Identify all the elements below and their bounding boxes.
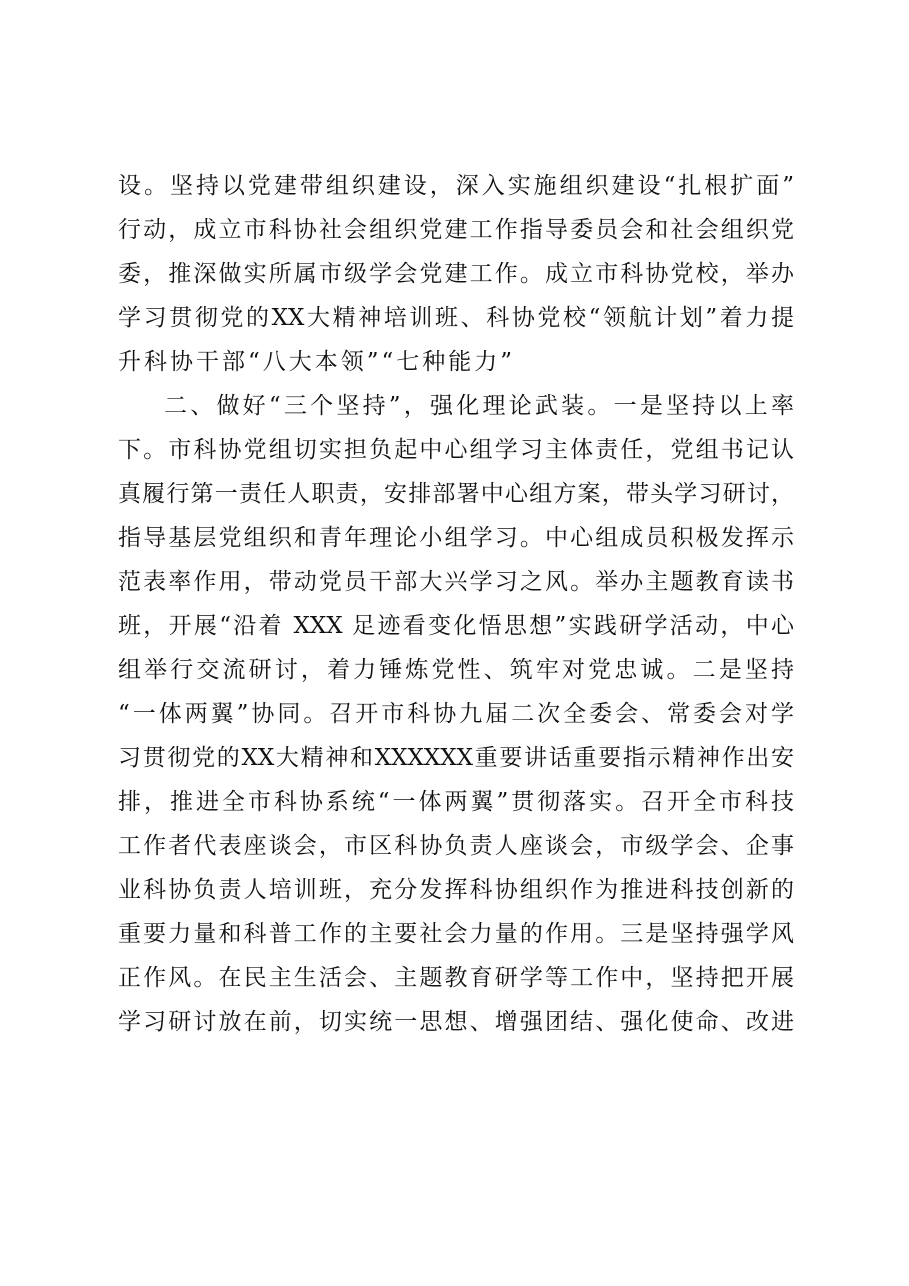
text-line: 业科协负责人培训班，充分发挥科协组织作为推进科技创新的: [118, 877, 794, 903]
text-line: 设。坚持以党建带组织建设，深入实施组织建设“扎根扩面”: [118, 173, 794, 199]
text-line: 行动，成立市科协社会组织党建工作指导委员会和社会组织党: [118, 217, 794, 243]
text-line: 组举行交流研讨，着力锤炼党性、筑牢对党忠诚。二是坚持: [118, 657, 794, 683]
text-line: 班，开展“沿着 XXX 足迹看变化悟思想”实践研学活动，中心: [118, 613, 794, 639]
text-line: 学习贯彻党的XX大精神培训班、科协党校“领航计划”着力提: [118, 305, 794, 331]
text-line: 指导基层党组织和青年理论小组学习。中心组成员积极发挥示: [118, 525, 794, 551]
text-line: 排，推进全市科协系统“一体两翼”贯彻落实。召开全市科技: [118, 789, 794, 815]
text-line: 工作者代表座谈会，市区科协负责人座谈会，市级学会、企事: [118, 833, 794, 859]
text-line: 二、做好“三个坚持”，强化理论武装。一是坚持以上率: [164, 393, 794, 419]
text-line: 升科协干部“八大本领”“七种能力”: [118, 349, 516, 375]
text-line: 重要力量和科普工作的主要社会力量的作用。三是坚持强学风: [118, 921, 794, 947]
text-line: 习贯彻党的XX大精神和XXXXXX重要讲话重要指示精神作出安: [118, 745, 794, 771]
text-line: 范表率作用，带动党员干部大兴学习之风。举办主题教育读书: [118, 569, 794, 595]
text-line: 真履行第一责任人职责，安排部署中心组方案，带头学习研讨，: [118, 481, 794, 507]
paragraph-theory-study: [118, 384, 794, 1044]
paragraph-organization-building: [118, 164, 794, 384]
text-line: 学习研讨放在前，切实统一思想、增强团结、强化使命、改进: [118, 1009, 794, 1035]
text-line: 下。市科协党组切实担负起中心组学习主体责任，党组书记认: [118, 437, 794, 463]
text-line: “一体两翼”协同。召开市科协九届二次全委会、常委会对学: [118, 701, 794, 727]
text-line: 正作风。在民主生活会、主题教育研学等工作中，坚持把开展: [118, 965, 794, 991]
text-line: 委，推深做实所属市级学会党建工作。成立市科协党校，举办: [118, 261, 794, 287]
